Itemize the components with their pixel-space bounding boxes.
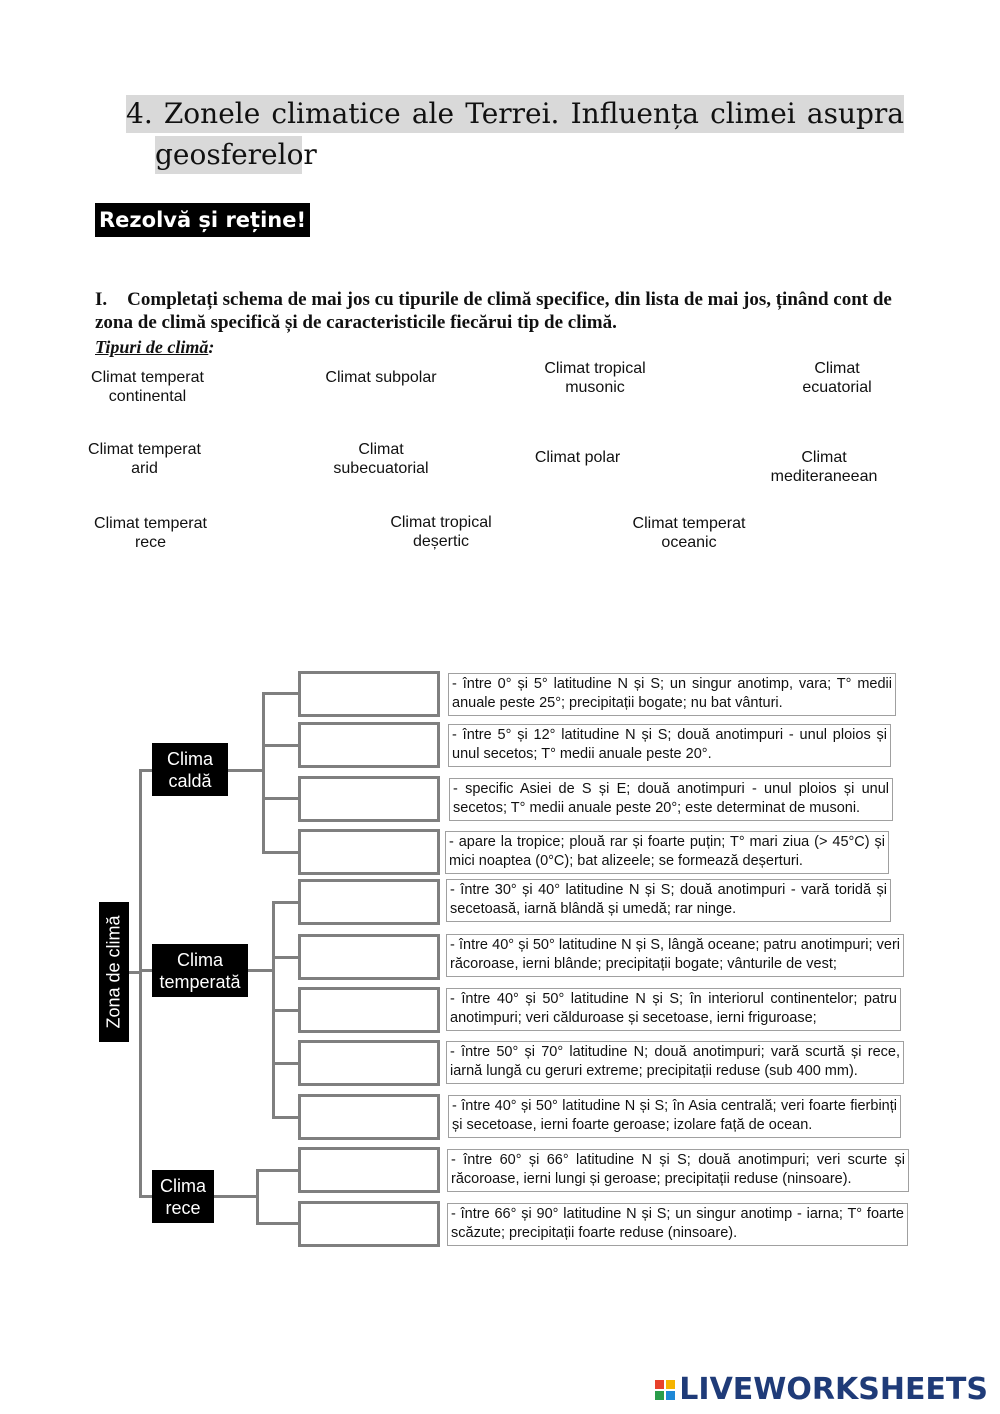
page-title-line-2: geosferelor	[155, 136, 302, 174]
instruction	[95, 288, 910, 334]
liveworksheets-logo	[655, 1372, 988, 1407]
climate-description: - între 5° și 12° latitudine N și S; două anotimpuri - unul ploios și unul secetos; T° medii anuale peste 20°.	[448, 724, 891, 767]
group-label-line: Clima	[166, 748, 213, 769]
title-word: Influența	[570, 97, 699, 130]
answer-drop-box[interactable]	[298, 934, 440, 980]
logo-tiles-icon	[655, 1380, 675, 1400]
answer-drop-box[interactable]	[298, 722, 440, 768]
climate-description: - între 50° și 70° latitudine N; două anotimpuri; vară scurtă și rece, iarnă lungă cu geruri extreme; precipitații reduse (sub 400 mm).	[446, 1041, 904, 1084]
types-label: Tipuri de climă	[95, 337, 209, 357]
types-heading	[95, 337, 214, 358]
group-label-line: rece	[165, 1197, 201, 1218]
title-word: climatice	[271, 97, 401, 130]
climate-option[interactable]: Climat temperat continental	[91, 369, 204, 405]
climate-description: - între 30° și 40° latitudine N și S; două anotimpuri - vară toridă și secetoasă, iarnă blândă și umedă; rar ninge.	[446, 879, 891, 922]
group-node-cold	[152, 1170, 214, 1223]
climate-option[interactable]: Climat temperat rece	[94, 515, 207, 551]
climate-description: - între 40° și 50° latitudine N și S; în interiorul continentelor; patru anotimpuri; veri călduroase și secetoase, ierni friguroase;	[446, 988, 901, 1031]
climate-description: - apare la tropice; plouă rar și foarte puțin; T° mari ziua (> 45°C) și mici noaptea (0°C); bat alizeele; se formează deșerturi.	[445, 831, 889, 874]
types-colon: :	[208, 337, 215, 357]
answer-drop-box[interactable]	[298, 1147, 440, 1193]
instruction-number: I.	[95, 289, 108, 310]
climate-option[interactable]: Climat tropical musonic	[544, 360, 646, 396]
climate-option[interactable]: Climat temperat arid	[88, 441, 201, 477]
title-word: 4.	[126, 97, 153, 130]
answer-drop-box[interactable]	[298, 776, 440, 822]
climate-description: - între 66° și 90° latitudine N și S; un singur anotimp - iarna; T° foarte scăzute; precipitații foarte reduse (ninsoare).	[447, 1203, 908, 1246]
climate-description: - între 40° și 50° latitudine N și S, lângă oceane; patru anotimpuri; veri răcoroase, ierni blânde; precipitații bogate; vânturile de vest;	[446, 934, 904, 977]
climate-option[interactable]: Climat ecuatorial	[802, 360, 872, 396]
answer-drop-box[interactable]	[298, 1094, 440, 1140]
climate-description: - între 40° și 50° latitudine N și S; în Asia centrală; veri foarte fierbinți și secetoase, ierni foarte geroase; izolare față de ocean.	[448, 1095, 901, 1138]
answer-drop-box[interactable]	[298, 829, 440, 875]
page-title-line-1	[126, 95, 904, 133]
answer-drop-box[interactable]	[298, 879, 440, 925]
title-word: Zonele	[163, 97, 261, 130]
section-badge: Rezolvă și reține!	[95, 203, 310, 237]
group-label-line: Clima	[176, 949, 223, 970]
climate-description: - specific Asiei de S și E; două anotimpuri - unul ploios și unul secetos; T° medii anuale peste 20°; este determinat de musoni.	[449, 778, 893, 821]
climate-option[interactable]: Climat mediteraneean	[770, 449, 878, 485]
answer-drop-box[interactable]	[298, 987, 440, 1033]
title-word: ale	[411, 97, 455, 130]
climate-description: - între 0° și 5° latitudine N și S; un singur anotimp, vara; T° medii anuale peste 25°; precipitații bogate; nu bat vânturi.	[448, 673, 896, 716]
group-node-warm	[152, 743, 228, 796]
answer-drop-box[interactable]	[298, 671, 440, 717]
root-node-label: Zona de climă	[104, 915, 124, 1029]
title-word: asupra	[806, 97, 904, 130]
answer-drop-box[interactable]	[298, 1201, 440, 1247]
title-word: climei	[710, 97, 796, 130]
instruction-text: Completați schema de mai jos cu tipurile de climă specifice, din lista de mai jos, ținând cont de zona de climă specifică și de caracteristicile fiecărui tip de climă.	[95, 289, 892, 333]
group-label-line: temperată	[159, 971, 241, 992]
climate-option[interactable]: Climat polar	[534, 449, 621, 466]
climate-option[interactable]: Climat subpolar	[325, 369, 437, 386]
root-node-climate-zone	[99, 902, 129, 1042]
climate-option[interactable]: Climat tropical deșertic	[390, 514, 492, 550]
climate-description: - între 60° și 66° latitudine N și S; două anotimpuri; veri scurte și răcoroase, ierni lungi și geroase; precipitații reduse (ninsoare).	[447, 1149, 909, 1192]
climate-option[interactable]: Climat subecuatorial	[333, 441, 429, 477]
group-label-line: caldă	[168, 770, 212, 791]
climate-option[interactable]: Climat temperat oceanic	[632, 515, 746, 551]
title-word: Terrei.	[465, 97, 560, 130]
logo-text: LIVEWORKSHEETS	[679, 1372, 988, 1407]
group-node-temperate	[152, 944, 248, 997]
group-label-line: Clima	[159, 1175, 206, 1196]
answer-drop-box[interactable]	[298, 1040, 440, 1086]
